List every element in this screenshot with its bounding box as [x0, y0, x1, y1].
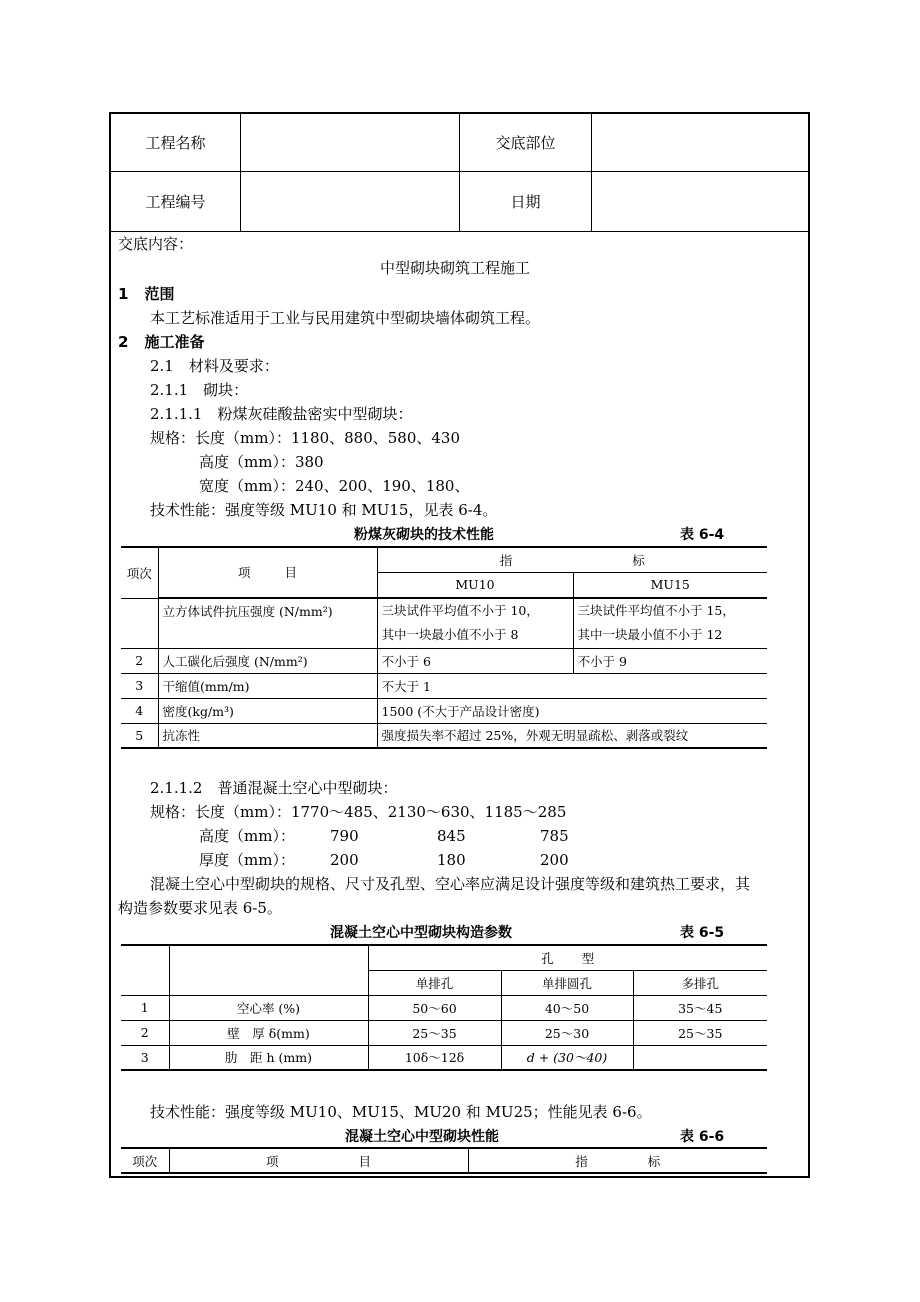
table-6-5-caption: 混凝土空心中型砌块构造参数	[330, 925, 512, 941]
header-item-2: 目	[284, 565, 298, 581]
spec2-height-1: 790	[330, 827, 359, 845]
t65-row-1-c3: 35～45	[633, 995, 767, 1020]
table-row	[121, 1045, 767, 1070]
header-item-1: 项	[237, 565, 251, 581]
table-row	[121, 1148, 767, 1173]
table-row	[121, 723, 767, 748]
table-6-6	[121, 1147, 767, 1174]
row-4-value: 1500 (不大于产品设计密度)	[377, 698, 767, 723]
project-no-value[interactable]	[241, 172, 459, 231]
location-value[interactable]	[592, 114, 808, 171]
row-4-item: 密度(kg/m³)	[158, 698, 377, 723]
header-mu15: MU15	[573, 572, 767, 597]
header-ind-1: 指	[499, 552, 513, 568]
t65-row-3-no: 3	[121, 1045, 169, 1070]
spec-height: 高度（mm）：380	[199, 453, 324, 471]
section-2-1-1: 2.1.1 砌块：	[150, 381, 249, 399]
t66-header-item-2: 目	[358, 1153, 372, 1169]
section-2-heading	[118, 332, 204, 352]
row-3-no: 3	[121, 673, 158, 698]
t66-header-index: 项次	[121, 1148, 169, 1173]
table-row	[121, 598, 767, 648]
table-6-4-caption: 粉煤灰砌块的技术性能	[354, 527, 494, 543]
section-2-title: 施工准备	[144, 333, 205, 351]
section-2-1-1-1: 2.1.1.1 粉煤灰硅酸盐密实中型砌块：	[150, 405, 413, 423]
table-row	[121, 698, 767, 723]
table-6-4	[121, 546, 767, 749]
project-no-label: 工程编号	[145, 193, 206, 211]
spec2-thick-3: 200	[540, 851, 569, 869]
table-6-5-number: 表 6-5	[680, 925, 725, 941]
row-1-item: 立方体试件抗压强度 (N/mm²)	[158, 598, 377, 648]
date-value[interactable]	[592, 172, 808, 231]
row-5-value: 强度损失率不超过 25%，外观无明显疏松、剥落或裂纹	[381, 728, 689, 744]
content-label: 交底内容：	[118, 235, 194, 253]
t65-row-1-item: 空心率 (%)	[169, 995, 368, 1020]
spec2-height-2: 845	[437, 827, 466, 845]
spec2-height-3: 785	[540, 827, 569, 845]
row-1-mu15	[573, 598, 767, 648]
spec2-thick-1: 200	[330, 851, 359, 869]
t65-row-1-c2: 40～50	[501, 995, 633, 1020]
header-blank-2	[169, 945, 368, 995]
header-blank-1	[121, 945, 169, 995]
paragraph-line-2: 构造参数要求见表 6-5。	[118, 899, 282, 917]
spec-width: 宽度（mm）：240、200、190、180、	[199, 477, 470, 495]
section-1-heading	[118, 284, 174, 304]
paragraph-line-1: 混凝土空心中型砌块的规格、尺寸及孔型、空心率应满足设计强度等级和建筑热工要求，其	[150, 875, 751, 893]
section-2-1-1-2: 2.1.1.2 普通混凝土空心中型砌块：	[150, 779, 398, 797]
spec2-thick-label: 厚度（mm）：	[199, 851, 295, 869]
section-1-text: 本工艺标准适用于工业与民用建筑中型砌块墙体砌筑工程。	[150, 309, 541, 327]
table-row	[121, 648, 767, 673]
spec2-height-label: 高度（mm）：	[199, 827, 295, 845]
t66-header-item	[169, 1148, 468, 1173]
header-hole-type	[368, 945, 767, 970]
t65-row-2-item: 壁 厚 δ(mm)	[169, 1020, 368, 1045]
row-5-no: 5	[121, 723, 158, 748]
spec-length: 规格：长度（mm）：1180、880、580、430	[150, 429, 461, 447]
tech-performance: 技术性能：强度等级 MU10 和 MU15，见表 6-4。	[150, 501, 498, 519]
t65-row-1-c1: 50～60	[368, 995, 501, 1020]
t65-row-2-no: 2	[121, 1020, 169, 1045]
row-1-no	[121, 598, 158, 648]
table-row	[121, 945, 767, 970]
t66-header-ind-2: 标	[647, 1153, 661, 1169]
header-ind-2: 标	[632, 552, 645, 568]
header-indicator	[377, 547, 767, 572]
header-hole-1: 孔	[541, 950, 554, 966]
t66-header-item-1: 项	[265, 1153, 279, 1169]
table-row	[121, 1020, 767, 1045]
section-1-number: 1	[118, 285, 129, 303]
row-3-value: 不大于 1	[377, 673, 767, 698]
project-name-value[interactable]	[241, 114, 459, 171]
section-2-1: 2.1 材料及要求：	[150, 357, 279, 375]
row-1-mu10	[377, 598, 573, 648]
row-1-mu15-line2: 其中一块最小值不小于 12	[577, 627, 723, 642]
header-item	[158, 547, 377, 597]
header-index: 项次	[121, 547, 158, 598]
t65-row-2-c3: 25～35	[633, 1020, 767, 1045]
table-row	[121, 673, 767, 698]
t65-row-2-c1: 25～35	[368, 1020, 501, 1045]
project-name-label: 工程名称	[145, 134, 206, 152]
table-6-6-caption: 混凝土空心中型砌块性能	[345, 1129, 499, 1145]
spec2-thick-2: 180	[437, 851, 466, 869]
row-4-no: 4	[121, 698, 158, 723]
section-2-number: 2	[118, 333, 129, 351]
row-5-item: 抗冻性	[158, 723, 377, 748]
header-single-row: 单排孔	[368, 970, 501, 995]
section-1-title: 范围	[144, 285, 175, 303]
t66-header-ind-1: 指	[575, 1153, 588, 1169]
row-3-item: 干缩值(mm/m)	[158, 673, 377, 698]
location-label: 交底部位	[495, 134, 556, 152]
row-2-mu15: 不小于 9	[573, 648, 767, 673]
table-6-4-number: 表 6-4	[680, 527, 725, 543]
t66-header-indicator	[468, 1148, 767, 1173]
tech-performance-2: 技术性能：强度等级 MU10、MU15、MU20 和 MU25；性能见表 6-6。	[150, 1103, 652, 1121]
header-single-round: 单排圆孔	[501, 970, 633, 995]
t65-row-1-no: 1	[121, 995, 169, 1020]
date-label: 日期	[510, 193, 541, 211]
header-mu10: MU10	[377, 572, 573, 597]
header-multi-row: 多排孔	[633, 970, 767, 995]
row-1-mu10-line2: 其中一块最小值不小于 8	[381, 627, 519, 642]
spec2-length: 规格：长度（mm）：1770～485、2130～630、1185～285	[150, 803, 567, 821]
doc-title: 中型砌块砌筑工程施工	[380, 259, 531, 277]
row-1-mu10-line1: 三块试件平均值不小于 10，	[381, 603, 539, 618]
table-row	[121, 547, 767, 572]
row-2-no: 2	[121, 648, 158, 673]
t65-row-3-item: 肋 距 h (mm)	[169, 1045, 368, 1070]
header-hole-2: 型	[581, 950, 595, 966]
table-6-6-number: 表 6-6	[680, 1129, 725, 1145]
table-row	[121, 995, 767, 1020]
row-2-item: 人工碳化后强度 (N/mm²)	[158, 648, 377, 673]
table-6-5	[121, 944, 767, 1071]
t65-row-2-c2: 25～30	[501, 1020, 633, 1045]
row-1-mu15-line1: 三块试件平均值不小于 15，	[577, 603, 735, 618]
t65-row-3-c1: 10δ～12δ	[368, 1045, 501, 1070]
t65-row-3-c3	[633, 1045, 767, 1070]
t65-row-3-c2: d + (30～40)	[501, 1045, 633, 1070]
row-2-mu10: 不小于 6	[377, 648, 573, 673]
